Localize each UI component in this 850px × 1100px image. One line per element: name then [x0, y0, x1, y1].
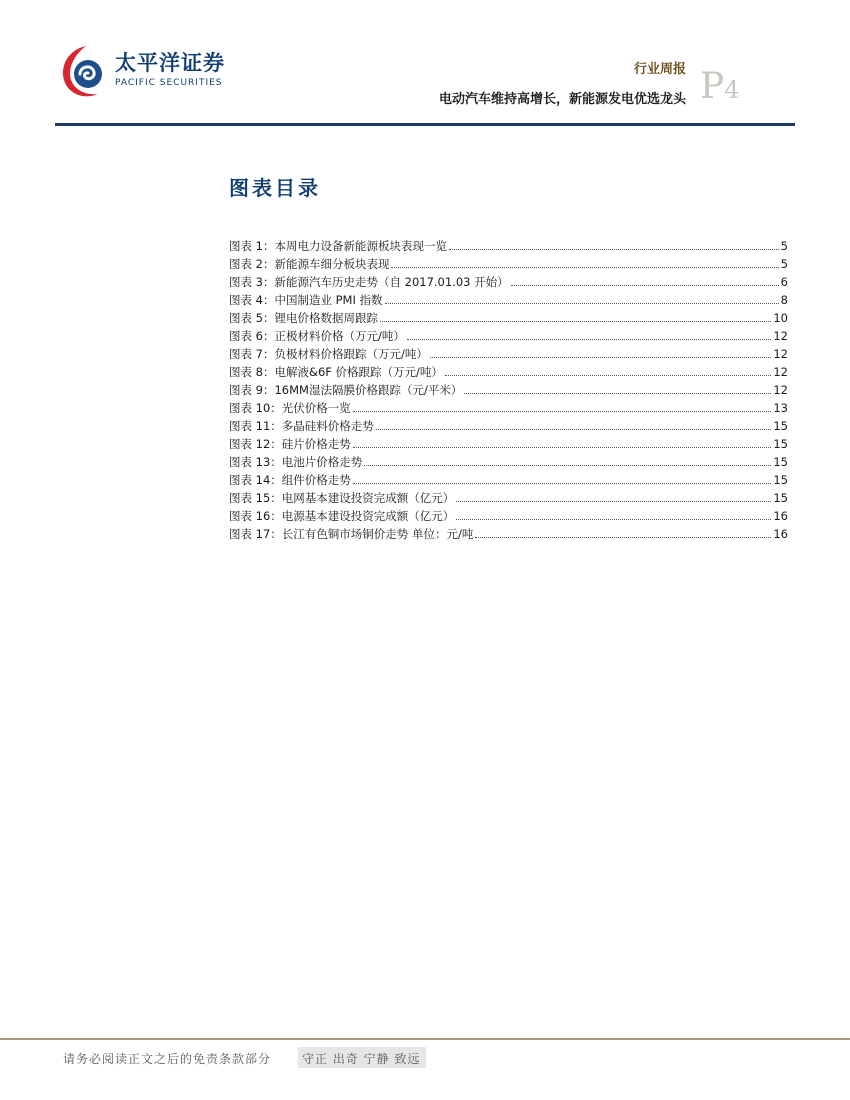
toc-dot-leader — [380, 310, 771, 322]
company-logo — [58, 44, 258, 104]
toc-entry[interactable] — [229, 418, 788, 436]
page-indicator — [700, 66, 740, 107]
toc-entry-page: 5 — [780, 257, 788, 271]
toc-entry-page: 12 — [773, 347, 788, 361]
toc-entry-label: 图表 9：16MM湿法隔膜价格跟踪（元/平米） — [229, 383, 463, 397]
toc-entry[interactable] — [229, 364, 788, 382]
toc-heading: 图表目录 — [229, 176, 321, 200]
toc-entry-page: 16 — [773, 527, 788, 541]
page-letter: P — [700, 66, 725, 107]
toc-entry-label: 图表 3：新能源汽车历史走势（自 2017.01.03 开始） — [229, 275, 509, 289]
toc-entry-label: 图表 6：正极材料价格（万元/吨） — [229, 329, 405, 343]
toc-dot-leader — [407, 328, 772, 340]
toc-dot-leader — [456, 490, 771, 502]
report-type: 行业周报 — [633, 62, 686, 77]
toc-dot-leader — [385, 292, 779, 304]
toc-entry-label: 图表 11：多晶硅料价格走势 — [229, 419, 374, 433]
toc-entry-label: 图表 4：中国制造业 PMI 指数 — [229, 293, 383, 307]
toc-entry-label: 图表 5：锂电价格数据周跟踪 — [229, 311, 378, 325]
toc-entry[interactable] — [229, 382, 788, 400]
toc-entry[interactable] — [229, 292, 788, 310]
toc-entry[interactable] — [229, 400, 788, 418]
toc-entry[interactable] — [229, 526, 788, 544]
toc-entry[interactable] — [229, 238, 788, 256]
toc-entry[interactable] — [229, 256, 788, 274]
toc-entry[interactable] — [229, 508, 788, 526]
toc-entry[interactable] — [229, 490, 788, 508]
toc-entry-label: 图表 14：组件价格走势 — [229, 473, 351, 487]
toc-entry-label: 图表 8：电解液&6F 价格跟踪（万元/吨） — [229, 365, 443, 379]
toc-dot-leader — [353, 472, 772, 484]
logo-chinese-name: 太平洋证券 — [115, 51, 225, 75]
toc-entry-page: 8 — [780, 293, 788, 307]
toc-entry-page: 6 — [780, 275, 788, 289]
toc-dot-leader — [475, 526, 771, 538]
page-number: 4 — [724, 76, 740, 104]
toc-entry-page: 12 — [773, 329, 788, 343]
toc-entry-page: 13 — [773, 401, 788, 415]
toc-dot-leader — [511, 274, 779, 286]
toc-dot-leader — [391, 256, 778, 268]
toc-dot-leader — [445, 364, 771, 376]
toc-entry-label: 图表 17：长江有色铜市场铜价走势 单位：元/吨 — [229, 527, 474, 541]
toc-dot-leader — [449, 238, 779, 250]
logo-english-name: PACIFIC SECURITIES — [115, 78, 223, 88]
toc-entry[interactable] — [229, 454, 788, 472]
toc-entry-label: 图表 13：电池片价格走势 — [229, 455, 363, 469]
toc-entry-page: 15 — [773, 455, 788, 469]
toc-entry[interactable] — [229, 310, 788, 328]
toc-entry[interactable] — [229, 346, 788, 364]
toc-entry-label: 图表 10：光伏价格一览 — [229, 401, 351, 415]
toc-entry-label: 图表 1：本周电力设备新能源板块表现一览 — [229, 239, 447, 253]
toc-dot-leader — [364, 454, 771, 466]
toc-entry[interactable] — [229, 436, 788, 454]
toc-entry-label: 图表 2：新能源车细分板块表现 — [229, 257, 390, 271]
report-title: 电动汽车维持高增长，新能源发电优选龙头 — [438, 92, 686, 107]
toc-entry-page: 10 — [773, 311, 788, 325]
toc-entry-page: 15 — [773, 437, 788, 451]
toc-dot-leader — [456, 508, 771, 520]
toc-entry-page: 15 — [773, 491, 788, 505]
toc-entry-label: 图表 16：电源基本建设投资完成额（亿元） — [229, 509, 455, 523]
toc-entry-label: 图表 15：电网基本建设投资完成额（亿元） — [229, 491, 455, 505]
toc-entry[interactable] — [229, 328, 788, 346]
toc-entry-page: 16 — [773, 509, 788, 523]
pacific-securities-logo-icon — [58, 44, 110, 100]
toc-entry-page: 12 — [773, 365, 788, 379]
toc-entry-label: 图表 7：负极材料价格跟踪（万元/吨） — [229, 347, 428, 361]
toc-dot-leader — [464, 382, 771, 394]
toc-dot-leader — [353, 400, 772, 412]
toc-entry-label: 图表 12：硅片价格走势 — [229, 437, 351, 451]
header-divider — [55, 123, 795, 126]
toc-entry-page: 15 — [773, 419, 788, 433]
toc-dot-leader — [376, 418, 772, 430]
toc-entry-page: 15 — [773, 473, 788, 487]
footer-motto: 守正 出奇 宁静 致远 — [298, 1047, 426, 1068]
footer-divider — [0, 1038, 850, 1040]
toc-entry[interactable] — [229, 274, 788, 292]
toc-list — [229, 238, 788, 544]
toc-entry-page: 12 — [773, 383, 788, 397]
toc-dot-leader — [353, 436, 772, 448]
toc-dot-leader — [430, 346, 772, 358]
footer-disclaimer: 请务必阅读正文之后的免责条款部分 — [63, 1052, 272, 1066]
toc-entry-page: 5 — [780, 239, 788, 253]
toc-entry[interactable] — [229, 472, 788, 490]
